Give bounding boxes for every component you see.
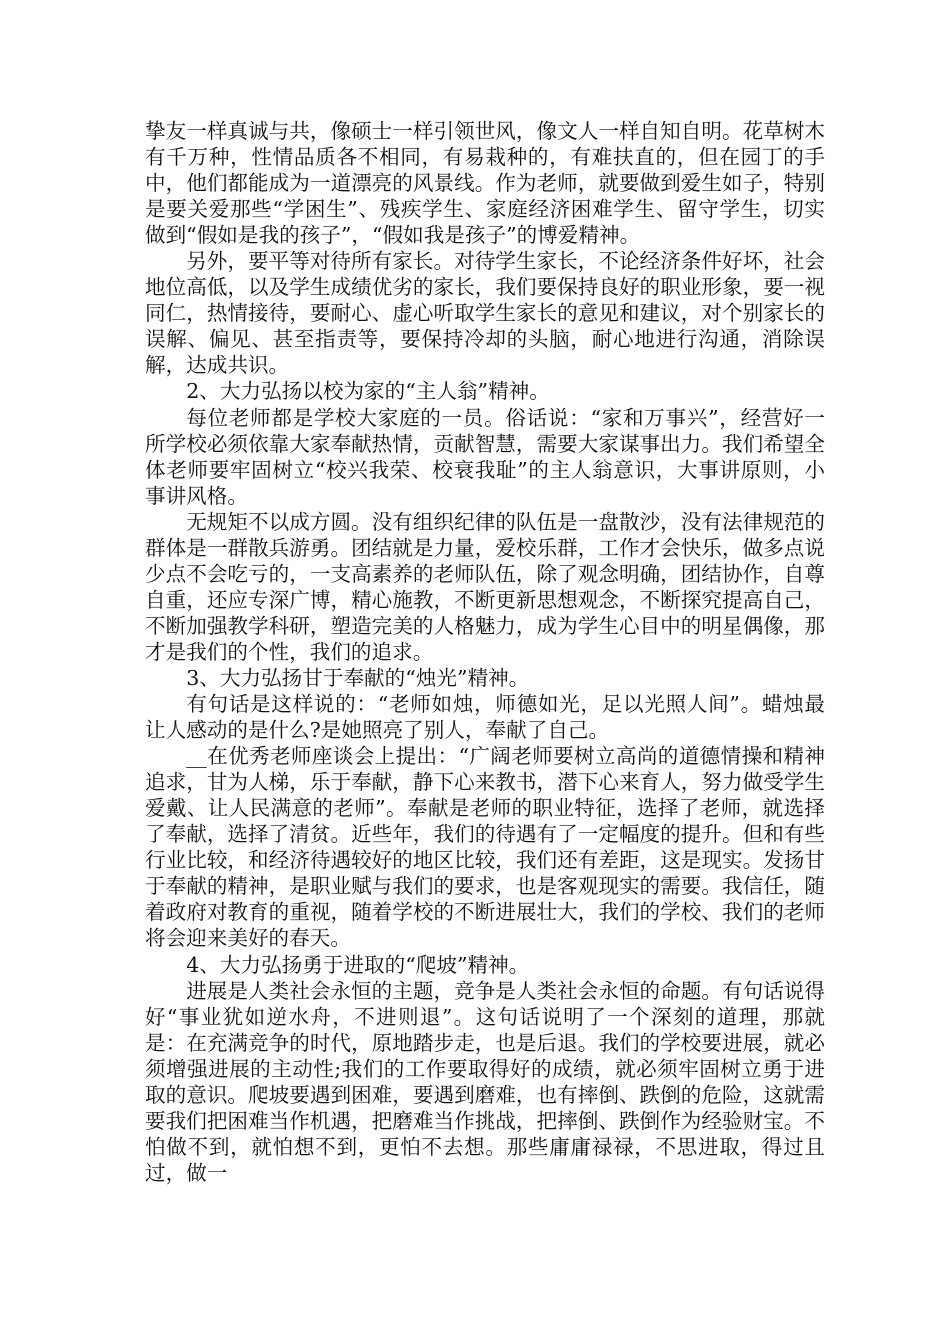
paragraph-dedication: __在优秀老师座谈会上提出：“广阔老师要树立高尚的道德情操和精神追求，甘为人梯，乐于奉献，静下心来教书，潜下心来育人，努力做受学生爱戴、让人民满意的老师”。奉献是老师的职业特征，选择了老师，就选择了奉献，选择了清贫。近些年，我们的待遇有了一定幅度的提升。但和有些行业比较，和经济待遇较好的地区比较，我们还有差距，这是现实。发扬甘于奉献的精神，是职业赋与我们的要求，也是客观现实的需要。我信任，随着政府对教育的重视，随着学校的不断进展壮大，我们的学校、我们的老师将会迎来美好的春天。 (145, 744, 825, 951)
paragraph-discipline: 无规矩不以成方圆。没有组织纪律的队伍是一盘散沙，没有法律规范的群体是一群散兵游勇。团结就是力量，爱校乐群，工作才会快乐，做多点说少点不会吃亏的，一支高素养的老师队伍，除了观念明确，团结协作，自尊自重，还应专深广博，精心施教，不断更新思想观念，不断探究提高自己，不断加强教学科研，塑造完美的人格魅力，成为学生心目中的明星偶像，那才是我们的个性，我们的追求。 (145, 509, 825, 664)
paragraph-progress: 进展是人类社会永恒的主题，竞争是人类社会永恒的命题。有句话说得好“事业犹如逆水舟，不进则退”。这句话说明了一个深刻的道理，那就是：在充满竞争的时代，原地踏步走，也是后退。我们的学校要进展，就必须增强进展的主动性;我们的工作要取得好的成绩，就必须牢固树立勇于进取的意识。爬坡要遇到困难，要遇到磨难，也有摔倒、跌倒的危险，这就需要我们把困难当作机遇，把磨难当作挑战，把摔倒、跌倒作为经验财宝。不怕做不到，就怕想不到，更怕不去想。那些庸庸禄禄，不思进取，得过且过，做一 (145, 978, 825, 1185)
heading-section-4: 4、大力弘扬勇于进取的“爬坡”精神。 (186, 952, 530, 977)
paragraph-school-family: 每位老师都是学校大家庭的一员。俗话说：“家和万事兴”，经营好一所学校必须依靠大家奉献热情，贡献智慧，需要大家谋事出力。我们希望全体老师要牢固树立“校兴我荣、校衰我耻”的主人翁意识，大事讲原则，小事讲风格。 (145, 405, 825, 508)
document-body (145, 118, 825, 1186)
paragraph-treat-parents: 另外，要平等对待所有家长。对待学生家长，不论经济条件好坏，社会地位高低，以及学生成绩优劣的家长，我们要保持良好的职业形象，要一视同仁，热情接待，要耐心、虚心听取学生家长的意见和建议，对个别家长的误解、偏见、甚至指责等，要保持冷却的头脑，耐心地进行沟通，消除误解，达成共识。 (145, 249, 825, 378)
heading-section-2: 2、大力弘扬以校为家的“主人翁”精神。 (186, 379, 550, 404)
paragraph-continuation: 挚友一样真诚与共，像硕士一样引领世风，像文人一样自知自明。花草树木有千万种，性情品质各不相同，有易栽种的，有难扶直的，但在园丁的手中，他们都能成为一道漂亮的风景线。作为老师，就要做到爱生如子，特别是要关爱那些“学困生”、残疾学生、家庭经济困难学生、留守学生，切实做到“假如是我的孩子”，“假如我是孩子”的博爱精神。 (145, 119, 825, 248)
heading-section-3: 3、大力弘扬甘于奉献的“烛光”精神。 (186, 665, 530, 690)
paragraph-candle-quote: 有句话是这样说的：“老师如烛，师德如光，足以光照人间”。蜡烛最让人感动的是什么?是她照亮了别人，奉献了自己。 (145, 692, 825, 743)
